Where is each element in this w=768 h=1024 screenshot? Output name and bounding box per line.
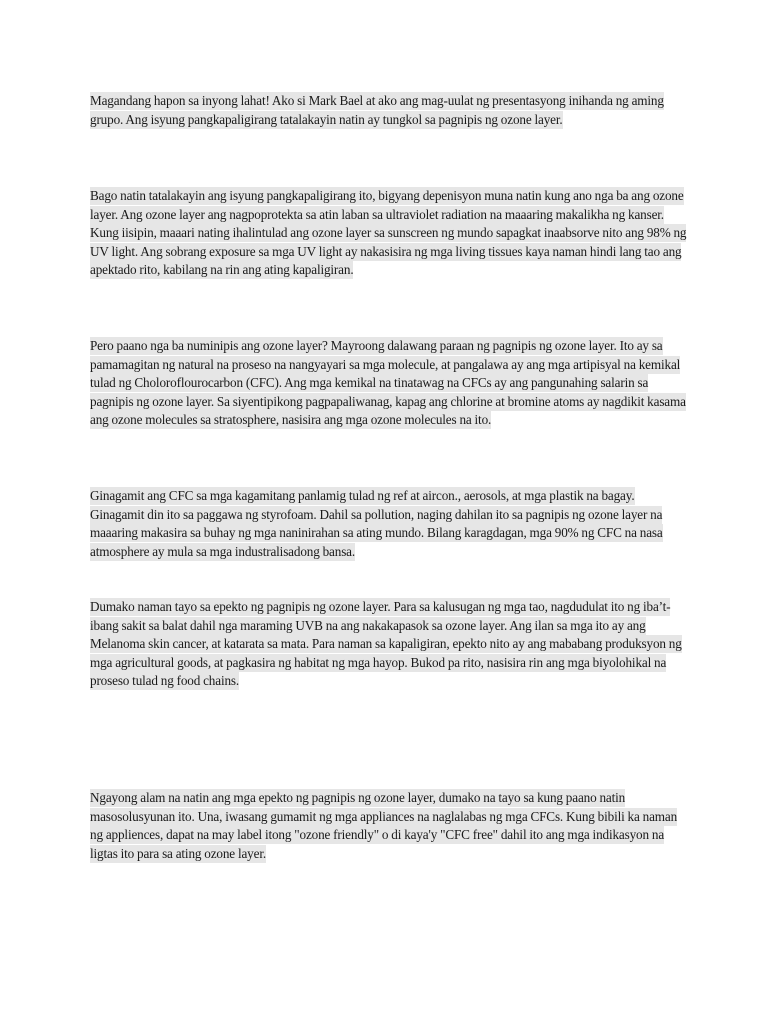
paragraph-text: Ngayong alam na natin ang mga epekto ng pagnipis ng ozone layer, dumako na tayo sa kung paano natin masosolusyunan ito. Una, iwasang gumamit ng mga appliances na naglalabas ng mga CFCs. Kung bibili ka naman ng appliences, dapat na may label itong "ozone friendly" o di kaya'y "CFC free" dahil ito ang mga indikasyon na ligtas ito para sa ating ozone layer. (90, 790, 678, 861)
paragraph-causes (90, 337, 690, 430)
paragraph-text: Ginagamit ang CFC sa mga kagamitang panlamig tulad ng ref at aircon., aerosols, at mga plastik na bagay. Ginagamit din ito sa paggawa ng styrofoam. Dahil sa pollution, naging dahilan ito sa pagnipis ng ozone layer na maaaring makasira sa buhay ng mga naninirahan sa ating mundo. Bilang karagdagan, mga 90% ng CFC na nasa atmosphere ay mula sa mga industralisadong bansa. (90, 488, 663, 559)
paragraph-solutions (90, 789, 690, 863)
paragraph-cfc-usage (90, 487, 690, 561)
paragraph-text: Magandang hapon sa inyong lahat! Ako si Mark Bael at ako ang mag-uulat ng presentasyong inihanda ng aming grupo. Ang isyung pangkapaligirang tatalakayin natin ay tungkol sa pagnipis ng ozone layer. (90, 93, 664, 127)
paragraph-greeting (90, 92, 690, 129)
paragraph-effects (90, 598, 690, 691)
paragraph-text: Dumako naman tayo sa epekto ng pagnipis ng ozone layer. Para sa kalusugan ng mga tao, nagdudulat ito ng iba’t-ibang sakit sa balat dahil nga maraming UVB na ang nakakapasok sa ozone layer. Ang ilan sa mga ito ay ang Melanoma skin cancer, at katarata sa mata. Para naman sa kapaligiran, epekto nito ay ang mababang produksyon ng mga agricultural goods, at pagkasira ng habitat ng mga hayop. Bukod pa rito, nasisira rin ang mga biyolohikal na proseso tulad ng food chains. (90, 599, 682, 689)
paragraph-text: Pero paano nga ba numinipis ang ozone layer? Mayroong dalawang paraan ng pagnipis ng ozone layer. Ito ay sa pamamagitan ng natural na proseso na nangyayari sa mga molecule, at pangalawa ay ang mga artipisyal na kemikal tulad ng Choloroflourocarbon (CFC). Ang mga kemikal na tinatawag na CFCs ay ang pangunahing salarin sa pagnipis ng ozone layer. Sa siyentipikong pagpapaliwanag, kapag ang chlorine at bromine atoms ay nagdikit kasama ang ozone molecules sa stratosphere, nasisira ang mga ozone molecules na ito. (90, 338, 686, 428)
paragraph-definition (90, 187, 690, 280)
paragraph-text: Bago natin tatalakayin ang isyung pangkapaligirang ito, bigyang depenisyon muna natin kung ano nga ba ang ozone layer. Ang ozone layer ang nagpoprotekta sa atin laban sa ultraviolet radiation na maaaring makalikha ng kanser. Kung iisipin, maaari nating ihalintulad ang ozone layer sa sunscreen ng mundo sapagkat inaabsorve nito ang 98% ng UV light. Ang sobrang exposure sa mga UV light ay nakasisira ng mga living tissues kaya naman hindi lang tao ang apektado rito, kabilang na rin ang ating kapaligiran. (90, 188, 687, 278)
